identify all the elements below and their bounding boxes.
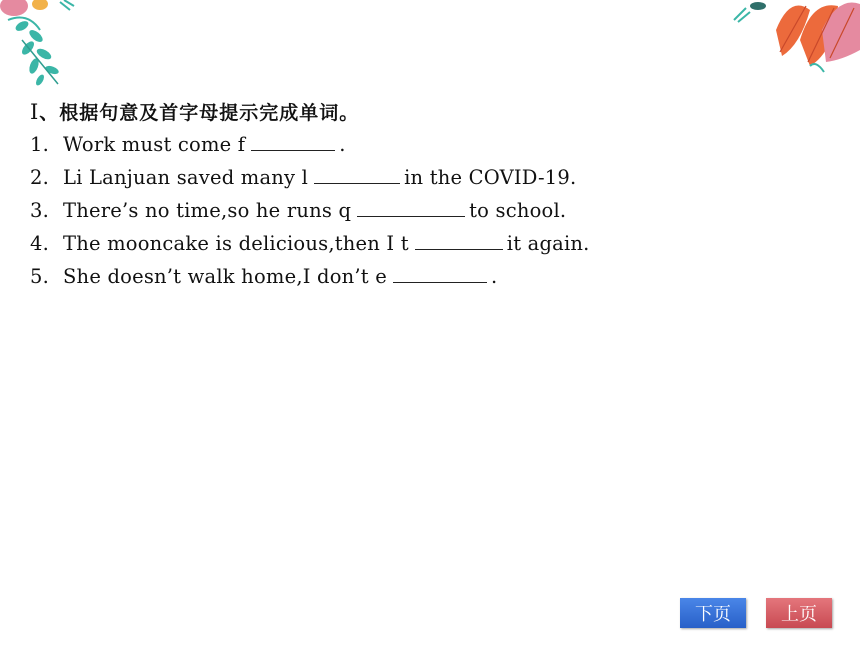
- leaf-decoration-right: [730, 0, 860, 75]
- exercise-text-after: to school.: [469, 199, 567, 222]
- exercise-text: There’s no time,so he runs q: [63, 199, 352, 222]
- exercise-number: 2.: [30, 166, 50, 189]
- exercise-number: 3.: [30, 199, 50, 222]
- section-numeral: Ⅰ: [30, 100, 40, 124]
- previous-page-button[interactable]: 上页: [766, 598, 832, 628]
- answer-blank-4[interactable]: [415, 231, 503, 250]
- exercise-text: She doesn’t walk home,I don’t e: [63, 265, 387, 288]
- exercise-item-3: [30, 198, 566, 222]
- exercise-number: 5.: [30, 265, 50, 288]
- answer-blank-3[interactable]: [357, 198, 465, 217]
- answer-blank-2[interactable]: [314, 165, 400, 184]
- exercise-item-1: [30, 132, 346, 156]
- answer-blank-1[interactable]: [251, 132, 335, 151]
- answer-blank-5[interactable]: [393, 264, 487, 283]
- exercise-item-4: [30, 231, 590, 255]
- exercise-item-5: [30, 264, 497, 288]
- exercise-text-after: it again.: [506, 232, 590, 255]
- exercise-text-after: .: [339, 133, 346, 156]
- exercise-text: Work must come f: [63, 133, 246, 156]
- exercise-text: The mooncake is delicious,then I t: [63, 232, 409, 255]
- next-page-button[interactable]: 下页: [680, 598, 746, 628]
- leaf-decoration-left: [0, 0, 80, 95]
- exercise-text: Li Lanjuan saved many l: [63, 166, 309, 189]
- instruction-text: 、根据句意及首字母提示完成单词。: [39, 102, 360, 124]
- instruction-heading: [30, 98, 359, 125]
- exercise-item-2: [30, 165, 576, 189]
- exercise-number: 4.: [30, 232, 50, 255]
- exercise-text-after: .: [490, 265, 498, 288]
- exercise-text-after: in the COVID-19.: [404, 166, 577, 189]
- exercise-number: 1.: [30, 133, 50, 156]
